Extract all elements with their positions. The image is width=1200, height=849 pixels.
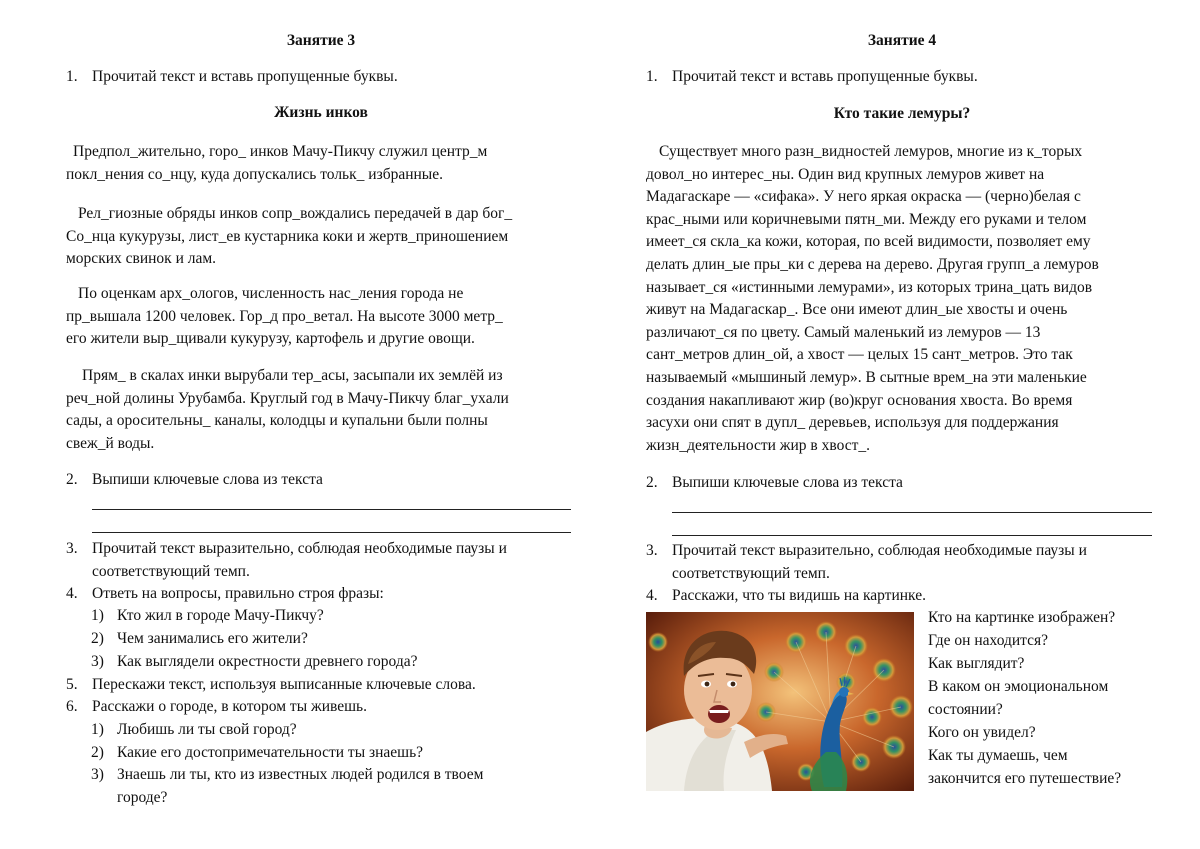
paragraph-line: сант_метров длин_ой, а хвост — целых 15 сант_метров. Это так <box>646 346 1073 364</box>
lesson-3-heading: Занятие 3 <box>286 32 356 49</box>
paragraph-line: пр_вышала 1200 человек. Гор_д про_ветал. На высоте 3000 метр_ <box>66 307 503 325</box>
paragraph-line: различают_ся по цвету. Самый маленький из лемуров — 13 <box>646 323 1041 341</box>
answer-line[interactable] <box>672 535 1152 536</box>
picture-illustration <box>646 612 914 791</box>
task-line: Прочитай текст выразительно, соблюдая необходимые паузы и <box>672 542 1087 559</box>
lesson-3-task-6 <box>66 696 367 719</box>
task-text: Выпиши ключевые слова из текста <box>92 471 323 488</box>
paragraph-1 <box>66 141 576 186</box>
task-text: Прочитай текст и вставь пропущенные буквы. <box>672 68 978 85</box>
paragraph-line: сады, а оросительны_ каналы, колодцы и купальни были полны <box>66 412 488 430</box>
boy-and-peacock-picture <box>646 612 914 791</box>
sub-number: 3) <box>91 766 104 783</box>
paragraph-line: крас_ными или коричневыми пятн_ми. Между его руками и телом <box>646 210 1087 228</box>
sub-question <box>91 605 324 628</box>
sub-number: 3) <box>91 653 104 670</box>
task-number: 1. <box>66 68 78 85</box>
task-number: 3. <box>646 542 658 559</box>
sub-question <box>91 764 483 809</box>
paragraph-line: засухи они спят в дупл_ деревьев, используя для поддержания <box>646 414 1059 432</box>
lemur-paragraph <box>646 141 1158 457</box>
sub-question <box>91 651 418 674</box>
paragraph-line: морских свинок и лам. <box>66 250 217 268</box>
lesson-3-task-5 <box>66 674 476 697</box>
sub-line: Знаешь ли ты, кто из известных людей родился в твоем <box>117 766 484 783</box>
paragraph-line: Рел_гиозные обряды инков сопр_вождались передачей в дар бог_ <box>78 205 513 222</box>
paragraph-line: называет_ся «истинными лемурами», из которых трина_цать видов <box>646 278 1093 296</box>
paragraph-line: покл_нения со_нцу, куда допускались тольк_ избранные. <box>66 165 443 183</box>
lesson-4-task-2 <box>646 472 903 495</box>
sub-question <box>91 742 423 765</box>
paragraph-line: свеж_й воды. <box>66 434 155 452</box>
task-number: 6. <box>66 698 78 715</box>
sub-text: Любишь ли ты свой город? <box>117 721 297 738</box>
question-line: Кто на картинке изображен? <box>928 609 1116 626</box>
paragraph-line: называемый «мышиный лемур». В сытные врем_на эти маленькие <box>646 368 1087 386</box>
task-number: 1. <box>646 68 658 85</box>
sub-text: Как выглядели окрестности древнего города? <box>117 653 418 670</box>
task-text <box>672 540 1087 585</box>
question-line: Кого он увидел? <box>928 724 1036 741</box>
lesson-3-task-1 <box>66 66 398 89</box>
sub-text: Кто жил в городе Мачу-Пикчу? <box>117 607 324 624</box>
answer-line[interactable] <box>92 509 571 510</box>
question-line: В каком он эмоциональном <box>928 678 1109 695</box>
task-number: 2. <box>646 474 658 491</box>
answer-line[interactable] <box>92 532 571 533</box>
paragraph-line: его жители выр_щивали кукурузу, картофель и другие овощи. <box>66 330 475 348</box>
task-number: 4. <box>66 585 78 602</box>
sub-question <box>91 628 308 651</box>
paragraph-line: Предпол_жительно, горо_ инков Мачу-Пикчу служил центр_м <box>73 143 488 160</box>
task-number: 3. <box>66 540 78 557</box>
text-title: Жизнь инков <box>274 104 368 121</box>
task-number: 4. <box>646 587 658 604</box>
lesson-4-task-1 <box>646 66 978 89</box>
lesson-4-task-3 <box>646 540 1087 585</box>
lesson-3-column <box>66 0 576 849</box>
task-number: 2. <box>66 471 78 488</box>
lesson-3-task-2 <box>66 469 323 492</box>
paragraph-line: жизн_деятельности жир в хвост_. <box>646 436 870 454</box>
question-line: Где он находится? <box>928 632 1049 649</box>
lesson-4-column <box>646 0 1158 849</box>
paragraph-line: делать длин_ые пры_ки с дерева на дерево. Другая групп_а лемуров <box>646 255 1099 273</box>
task-text: Ответь на вопросы, правильно строя фразы: <box>92 585 384 602</box>
sub-line: городе? <box>117 788 168 806</box>
sub-number: 1) <box>91 721 104 738</box>
lesson-4-heading: Занятие 4 <box>867 32 937 49</box>
task-number: 5. <box>66 676 78 693</box>
sub-text: Какие его достопримечательности ты знаешь? <box>117 744 424 761</box>
paragraph-line: По оценкам арх_ологов, численность нас_ления города не <box>78 285 464 302</box>
question-line: Как выглядит? <box>928 655 1025 672</box>
lesson-4-task-4 <box>646 585 926 608</box>
paragraph-4 <box>66 365 576 455</box>
task-line: соответствующий темп. <box>672 564 830 582</box>
text-title: Кто такие лемуры? <box>833 105 971 122</box>
task-line: соответствующий темп. <box>92 562 250 580</box>
answer-line[interactable] <box>672 512 1152 513</box>
task-text: Выпиши ключевые слова из текста <box>672 474 903 491</box>
sub-text <box>117 764 483 809</box>
sub-number: 1) <box>91 607 104 624</box>
paragraph-line: реч_ной долины Урубамба. Круглый год в Мачу-Пикчу благ_ухали <box>66 389 509 407</box>
task-text: Прочитай текст и вставь пропущенные буквы. <box>92 68 398 85</box>
sub-number: 2) <box>91 630 104 647</box>
paragraph-line: имеет_ся скла_ка кожи, которая, по всей видимости, позволяет ему <box>646 233 1091 251</box>
paragraph-line: Прям_ в скалах инки вырубали тер_асы, засыпали их землёй из <box>82 367 503 384</box>
task-line: Прочитай текст выразительно, соблюдая необходимые паузы и <box>92 540 507 557</box>
paragraph-line: живут на Мадагаскар_. Все они имеют длин_ые хвосты и очень <box>646 301 1068 319</box>
question-line: Как ты думаешь, чем <box>928 747 1068 764</box>
picture-questions <box>928 606 1160 790</box>
sub-text: Чем занимались его жители? <box>117 630 308 647</box>
question-line: состоянии? <box>928 701 1003 718</box>
lesson-3-task-3 <box>66 538 507 583</box>
paragraph-3 <box>66 283 576 351</box>
paragraph-line: Существует много разн_видностей лемуров, многие из к_торых <box>659 143 1083 160</box>
lesson-3-task-4 <box>66 583 384 606</box>
task-text: Расскажи о городе, в котором ты живешь. <box>92 698 367 715</box>
paragraph-line: создания накапливают жир (во)круг основания хвоста. Во время <box>646 391 1073 409</box>
task-text <box>92 538 507 583</box>
sub-question <box>91 719 297 742</box>
paragraph-2 <box>66 203 576 271</box>
sub-number: 2) <box>91 744 104 761</box>
question-line: закончится его путешествие? <box>928 770 1122 787</box>
task-text: Расскажи, что ты видишь на картинке. <box>672 587 926 604</box>
paragraph-line: Со_нца кукурузы, лист_ев кустарника коки и жертв_приношением <box>66 227 509 245</box>
paragraph-line: довол_но интерес_ны. Один вид крупных лемуров живет на <box>646 165 1045 183</box>
paragraph-line: Мадагаскаре — «сифака». У него яркая окраска — (черно)белая с <box>646 188 1081 206</box>
task-text: Перескажи текст, используя выписанные ключевые слова. <box>92 676 476 693</box>
